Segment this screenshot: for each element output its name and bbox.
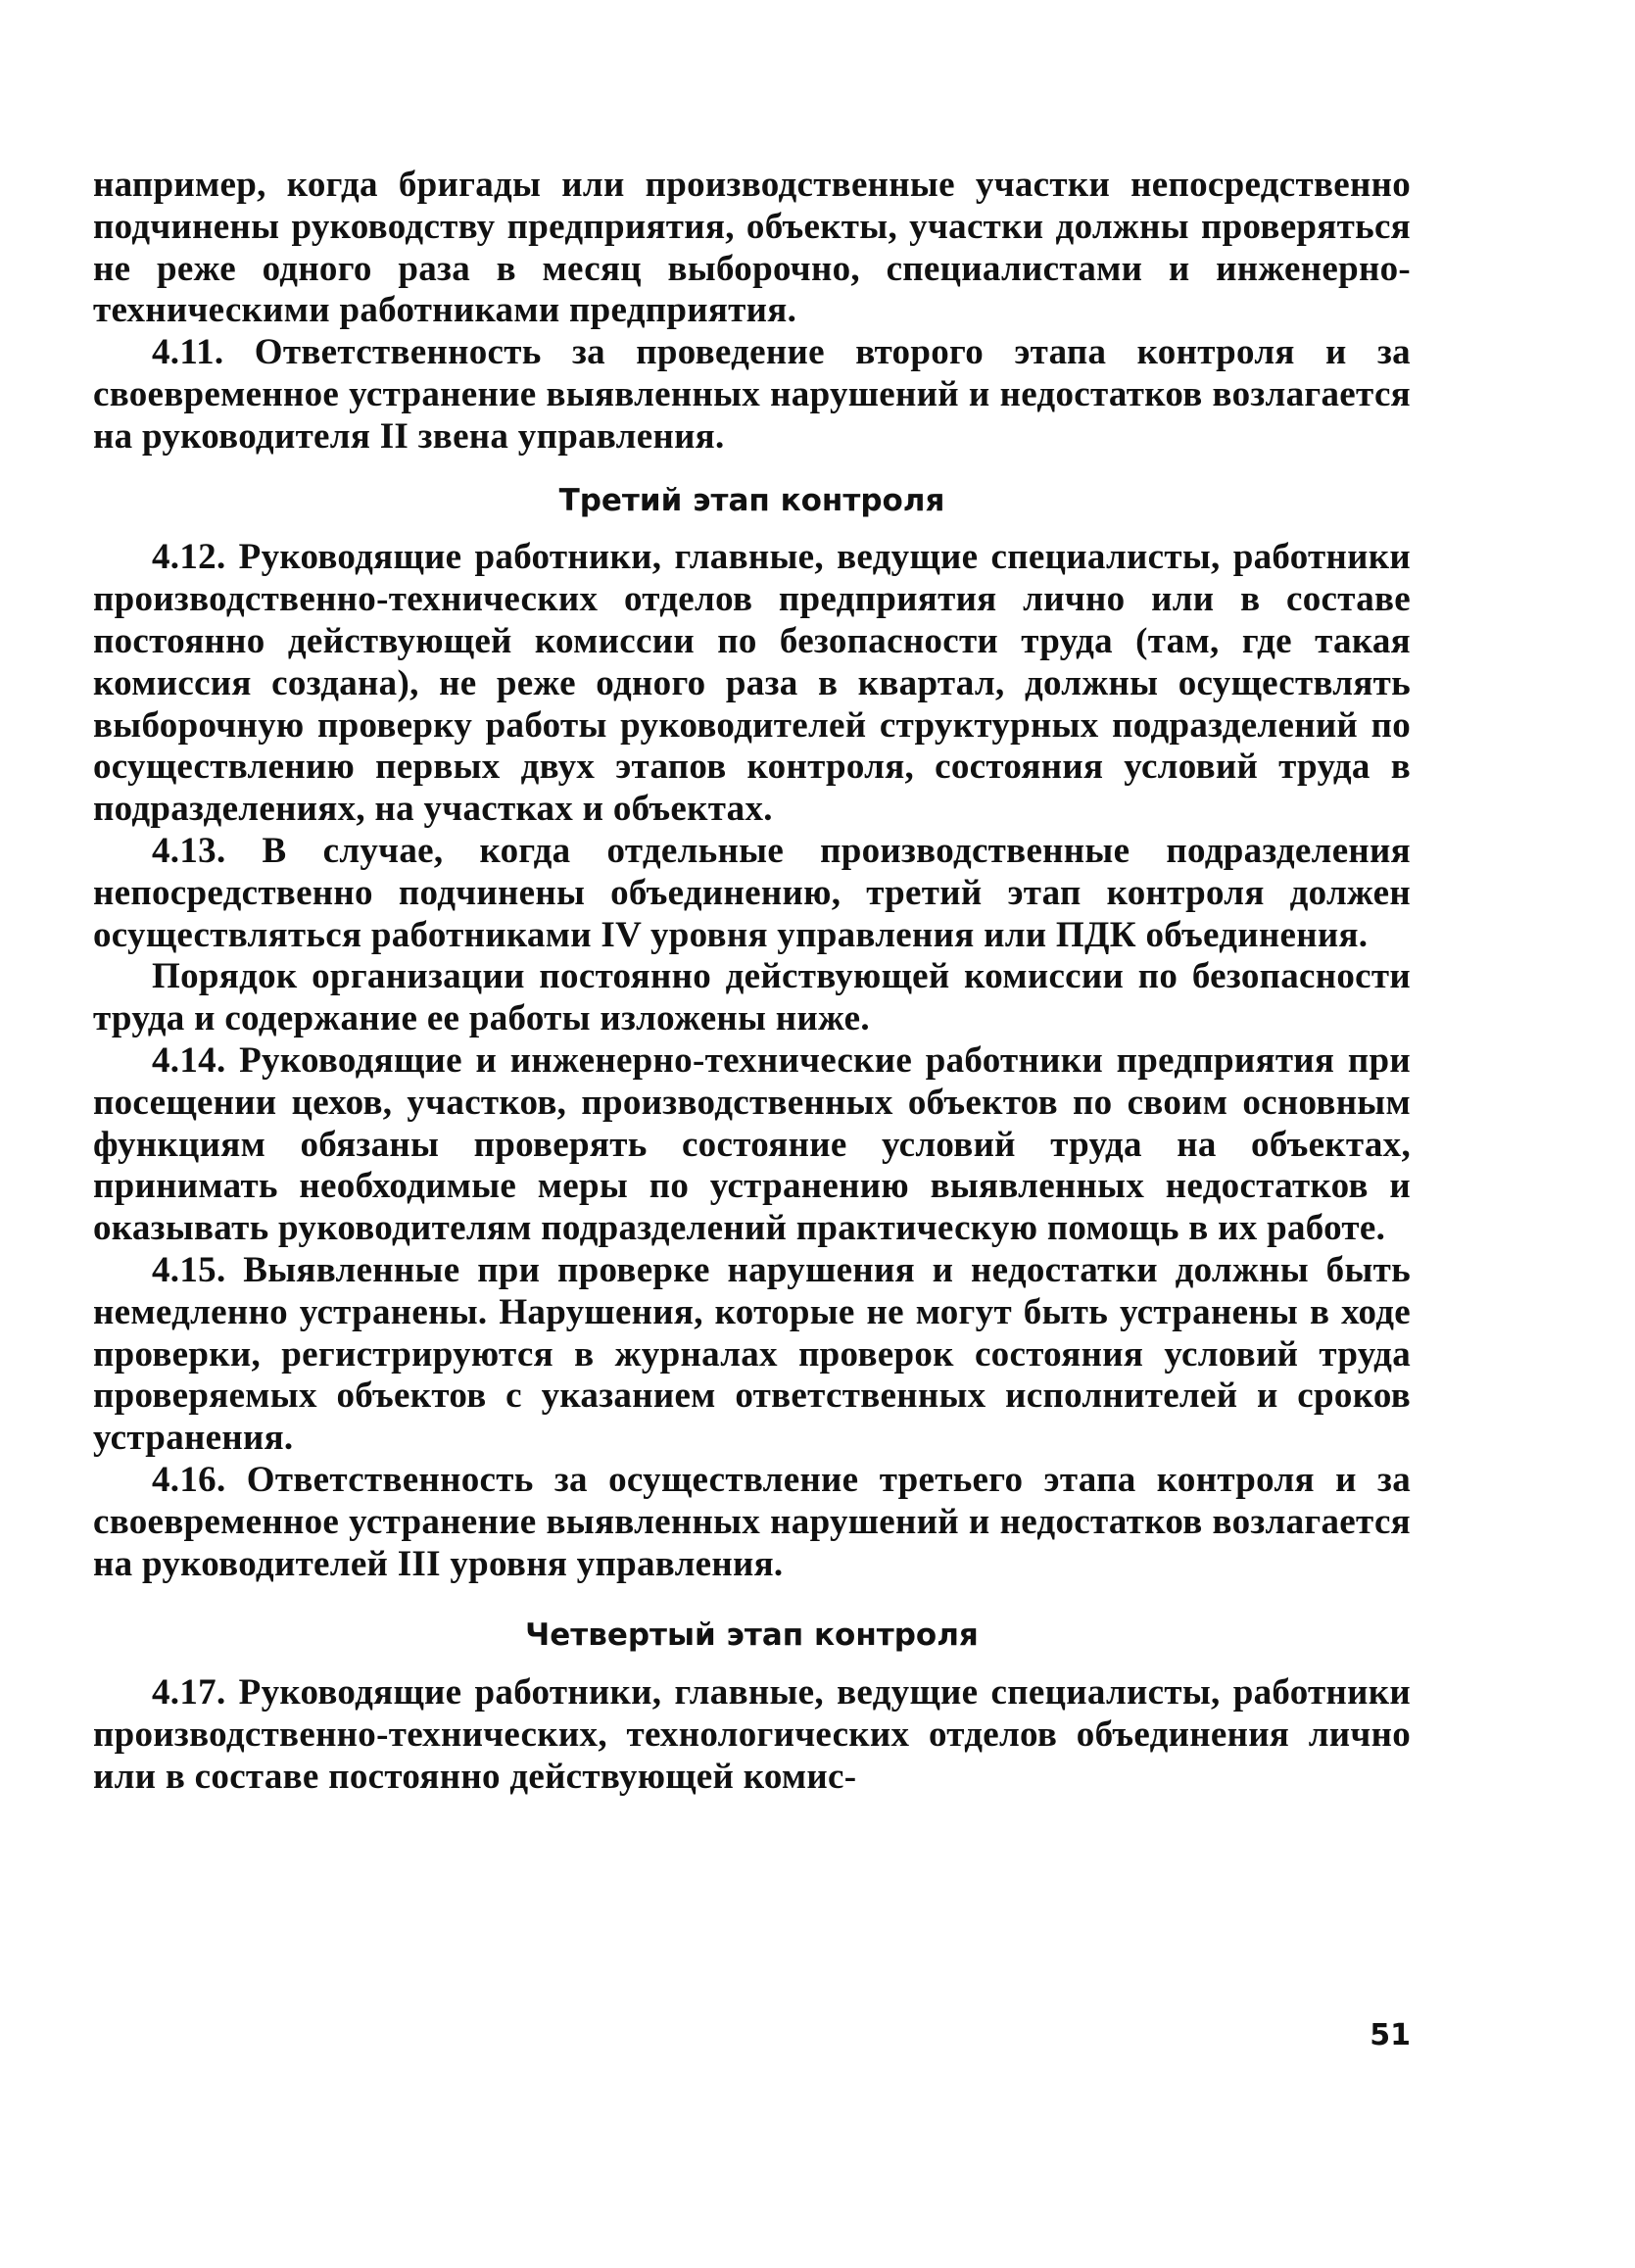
paragraph-4-17: 4.17. Руководящие работники, главные, ведущие специалисты, работники производственно-технических, технологических отделов объединения лично или в составе постоянно действующей комис- (93, 1672, 1411, 1797)
paragraph-continued: например, когда бригады или производственные участки непосредственно подчинены руководству предприятия, объекты, участки должны проверяться не реже одного раза в месяц выборочно, специалистами и инженерно-техническими работниками предприятия. (93, 165, 1411, 331)
paragraph-4-11: 4.11. Ответственность за проведение второго этапа контроля и за своевременное устранение выявленных нарушений и недостатков возлагается на руководителя II звена управления. (93, 332, 1411, 457)
paragraph-4-15: 4.15. Выявленные при проверке нарушения и недостатки должны быть немедленно устранены. Нарушения, которые не могут быть устранены в ходе проверки, регистрируются в журналах проверок состояния условий труда проверяемых объектов с указанием ответственных исполнителей и сроков устранения. (93, 1249, 1411, 1459)
section-heading-fourth-stage: Четвертый этап контроля (525, 1617, 979, 1654)
paragraph-4-16: 4.16. Ответственность за осуществление третьего этапа контроля и за своевременное устранение выявленных нарушений и недостатков возлагается на руководителей III уровня управления. (93, 1459, 1411, 1584)
paragraph-4-14: 4.14. Руководящие и инженерно-технические работники предприятия при посещении цехов, участков, производственных объектов по своим основным функциям обязаны проверять состояние условий труда на объектах, принимать необходимые меры по устранению выявленных недостатков и оказывать руководителям подразделений практическую помощь в их работе. (93, 1039, 1411, 1249)
page-body (93, 165, 1411, 1798)
paragraph-commission-order: Порядок организации постоянно действующей комиссии по безопасности труда и содержание ее работы изложены ниже. (93, 956, 1411, 1039)
paragraph-4-12: 4.12. Руководящие работники, главные, ведущие специалисты, работники производственно-технических отделов предприятия лично или в составе постоянно действующей комиссии по безопасности труда (там, где такая комиссия создана), не реже одного раза в квартал, должны осуществлять выборочную проверку работы руководителей структурных подразделений по осуществлению первых двух этапов контроля, состояния условий труда в подразделениях, на участках и объектах. (93, 537, 1411, 830)
section-heading-third-stage: Третий этап контроля (558, 482, 945, 518)
paragraph-4-13: 4.13. В случае, когда отдельные производственные подразделения непосредственно подчинены объединению, третий этап контроля должен осуществляться работниками IV уровня управления или ПДК объединения. (93, 830, 1411, 955)
page-number: 51 (1370, 2018, 1411, 2052)
